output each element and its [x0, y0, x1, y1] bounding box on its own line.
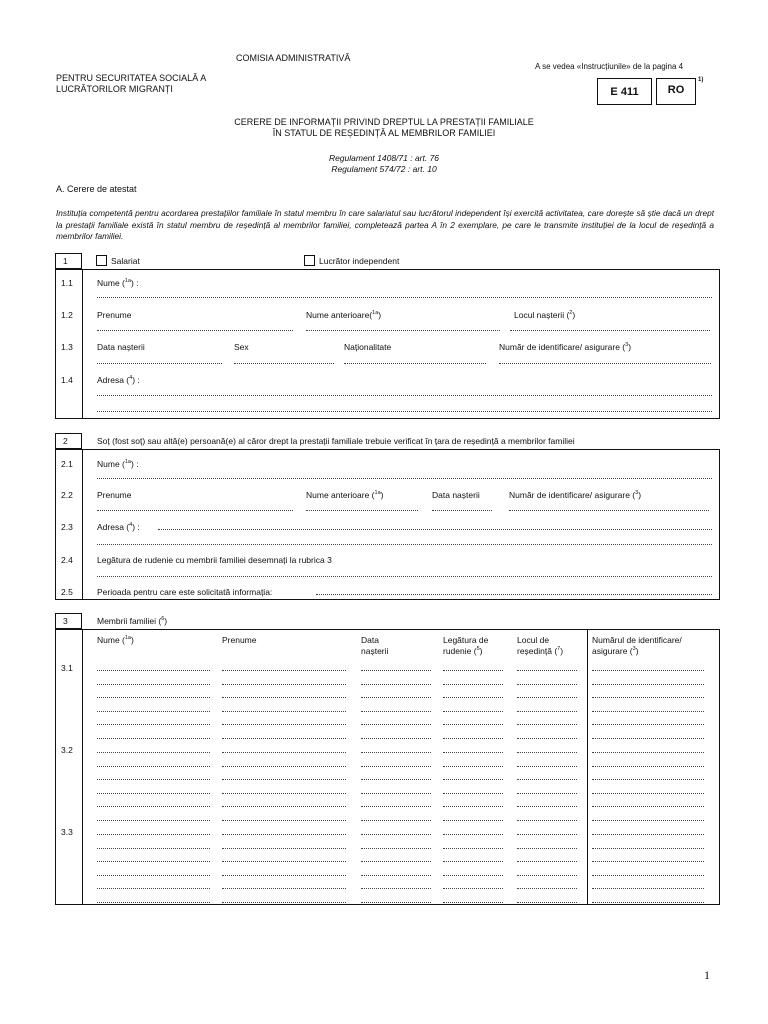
member-3-residence-field[interactable] — [517, 861, 577, 862]
row-1-2-num: 1.2 — [61, 310, 73, 320]
r22-birthdate-field[interactable] — [432, 510, 492, 511]
member-1-id-field[interactable] — [592, 697, 704, 698]
member-2-residence-field[interactable] — [517, 806, 577, 807]
r13-birthdate-field[interactable] — [97, 363, 222, 364]
member-1-firstname-field[interactable] — [222, 711, 346, 712]
r22-id-label: Număr de identificare/ asigurare ( — [509, 490, 636, 500]
col-residence-label-2: reședință ( — [517, 646, 558, 656]
member-2-firstname-field[interactable] — [222, 793, 346, 794]
member-1-relation-field[interactable] — [443, 724, 503, 725]
row-3-1-num: 3.1 — [61, 663, 73, 673]
r21-label: Nume ( — [97, 459, 125, 469]
col-residence-label-1: Locul de — [517, 635, 550, 645]
member-1-id-field[interactable] — [592, 724, 704, 725]
org-name-line2: PENTRU SECURITATEA SOCIALĂ A — [56, 73, 207, 83]
member-3-name-field[interactable] — [97, 861, 210, 862]
row-3-2-num: 3.2 — [61, 745, 73, 755]
r12-former-label: Nume anterioare( — [306, 310, 373, 320]
r22-former-label: Nume anterioare ( — [306, 490, 375, 500]
member-2-name-field[interactable] — [97, 752, 210, 753]
r25-label: Perioada pentru care este solicitată informația: — [97, 587, 273, 597]
member-3-birthdate-field[interactable] — [361, 848, 431, 849]
r13-sex-label: Sex — [234, 342, 249, 352]
org-name-line1: COMISIA ADMINISTRATIVĂ — [236, 53, 351, 63]
employee-checkbox[interactable] — [96, 255, 107, 266]
col-name-label: Nume ( — [97, 635, 125, 645]
member-2-residence-field[interactable] — [517, 793, 577, 794]
block2-divider — [82, 449, 83, 600]
row-2-4-num: 2.4 — [61, 555, 73, 565]
member-2-firstname-field[interactable] — [222, 766, 346, 767]
row-2-1-num: 2.1 — [61, 459, 73, 469]
row-1-4-num: 1.4 — [61, 375, 73, 385]
r12-birthplace-field[interactable] — [510, 330, 710, 331]
r21-field[interactable] — [97, 478, 712, 479]
member-2-name-field[interactable] — [97, 766, 210, 767]
block3-heading: Membrii familiei ( — [97, 616, 162, 626]
employee-label: Salariat — [111, 256, 140, 266]
org-name-line3: LUCRĂTORILOR MIGRANȚI — [56, 84, 173, 94]
block3-number: 3 — [63, 616, 68, 626]
col-firstname-label: Prenume — [222, 635, 257, 645]
member-2-name-field[interactable] — [97, 779, 210, 780]
member-2-id-field[interactable] — [592, 779, 704, 780]
member-1-firstname-field[interactable] — [222, 684, 346, 685]
member-1-id-field[interactable] — [592, 711, 704, 712]
r23-address-field-2[interactable] — [97, 544, 712, 545]
member-2-id-field[interactable] — [592, 752, 704, 753]
member-1-birthdate-field[interactable] — [361, 684, 431, 685]
col-birthdate-label-1: Data — [361, 635, 379, 645]
col-birthdate-label-2: nașterii — [361, 646, 389, 656]
block2-number-box — [55, 433, 82, 449]
member-3-residence-field[interactable] — [517, 888, 577, 889]
member-2-residence-field[interactable] — [517, 779, 577, 780]
r22-birthdate-label: Data nașterii — [432, 490, 480, 500]
member-3-id-field[interactable] — [592, 875, 704, 876]
member-2-firstname-field[interactable] — [222, 806, 346, 807]
block1-number: 1 — [63, 256, 68, 266]
member-3-birthdate-field[interactable] — [361, 834, 431, 835]
member-2-relation-field[interactable] — [443, 779, 503, 780]
block2-number: 2 — [63, 436, 68, 446]
member-2-relation-field[interactable] — [443, 793, 503, 794]
member-1-firstname-field[interactable] — [222, 738, 346, 739]
member-3-birthdate-field[interactable] — [361, 861, 431, 862]
block1-divider — [82, 269, 83, 419]
footnote-mark: 1) — [698, 77, 704, 83]
row-2-5-num: 2.5 — [61, 587, 73, 597]
member-3-relation-field[interactable] — [443, 888, 503, 889]
member-3-relation-field[interactable] — [443, 834, 503, 835]
r11-label: Nume ( — [97, 278, 125, 288]
member-1-birthdate-field[interactable] — [361, 711, 431, 712]
member-1-relation-field[interactable] — [443, 711, 503, 712]
r13-sex-field[interactable] — [234, 363, 334, 364]
member-2-birthdate-field[interactable] — [361, 820, 431, 821]
member-1-residence-field[interactable] — [517, 724, 577, 725]
self-employed-label: Lucrător independent — [319, 256, 400, 266]
member-2-firstname-field[interactable] — [222, 820, 346, 821]
col-id-label-2: asigurare ( — [592, 646, 633, 656]
member-3-id-field[interactable] — [592, 834, 704, 835]
r12-birthplace-label: Locul nașterii ( — [514, 310, 570, 320]
row-2-3-num: 2.3 — [61, 522, 73, 532]
member-1-id-field[interactable] — [592, 738, 704, 739]
form-code: E 411 — [610, 86, 639, 98]
r22-firstname-field[interactable] — [97, 510, 293, 511]
member-1-residence-field[interactable] — [517, 670, 577, 671]
instructions-note: A se vedea «Instrucțiunile» de la pagina 4 — [535, 62, 684, 71]
member-1-residence-field[interactable] — [517, 684, 577, 685]
member-3-name-field[interactable] — [97, 888, 210, 889]
section-a-heading: A. Cerere de atestat — [56, 184, 137, 194]
r13-id-label: Număr de identificare/ asigurare ( — [499, 342, 626, 352]
block2-heading: Soț (fost soț) sau altă(e) persoană(e) al căror drept la prestații familiale trebuie verificat în țara de reședință a membrilor familiei — [97, 436, 575, 446]
member-1-residence-field[interactable] — [517, 711, 577, 712]
member-2-id-field[interactable] — [592, 766, 704, 767]
r13-nationality-label: Naționalitate — [344, 342, 392, 352]
member-3-name-field[interactable] — [97, 834, 210, 835]
row-3-3-num: 3.3 — [61, 827, 73, 837]
block3-id-divider — [587, 629, 588, 905]
member-1-name-field[interactable] — [97, 697, 210, 698]
member-1-relation-field[interactable] — [443, 670, 503, 671]
member-2-id-field[interactable] — [592, 820, 704, 821]
member-1-name-field[interactable] — [97, 670, 210, 671]
member-3-residence-field[interactable] — [517, 848, 577, 849]
member-3-firstname-field[interactable] — [222, 848, 346, 849]
r11-field[interactable] — [97, 297, 712, 298]
member-2-residence-field[interactable] — [517, 752, 577, 753]
member-2-birthdate-field[interactable] — [361, 766, 431, 767]
member-2-firstname-field[interactable] — [222, 752, 346, 753]
r22-firstname-label: Prenume — [97, 490, 132, 500]
row-1-3-num: 1.3 — [61, 342, 73, 352]
member-2-birthdate-field[interactable] — [361, 793, 431, 794]
r14-address-label: Adresa ( — [97, 375, 130, 385]
member-3-name-field[interactable] — [97, 902, 210, 903]
member-3-residence-field[interactable] — [517, 834, 577, 835]
r24-label: Legătura de rudenie cu membrii familiei desemnați la rubrica 3 — [97, 555, 332, 565]
r14-address-field-1[interactable] — [97, 395, 712, 396]
member-1-name-field[interactable] — [97, 711, 210, 712]
option-employee[interactable] — [96, 255, 140, 266]
member-3-relation-field[interactable] — [443, 902, 503, 903]
member-1-firstname-field[interactable] — [222, 670, 346, 671]
block1-number-box — [55, 253, 82, 269]
row-1-1-num: 1.1 — [61, 278, 73, 288]
r23-address-label: Adresa ( — [97, 522, 130, 532]
member-2-relation-field[interactable] — [443, 766, 503, 767]
member-1-relation-field[interactable] — [443, 684, 503, 685]
member-1-name-field[interactable] — [97, 724, 210, 725]
col-relation-label-1: Legătura de — [443, 635, 489, 645]
option-self-employed[interactable] — [304, 255, 399, 266]
member-3-birthdate-field[interactable] — [361, 875, 431, 876]
self-employed-checkbox[interactable] — [304, 255, 315, 266]
member-3-id-field[interactable] — [592, 848, 704, 849]
member-2-relation-field[interactable] — [443, 752, 503, 753]
r23-address-field-1[interactable] — [158, 529, 712, 530]
member-1-residence-field[interactable] — [517, 738, 577, 739]
page-number: 1 — [704, 968, 710, 982]
member-1-id-field[interactable] — [592, 670, 704, 671]
block3-number-box — [55, 613, 82, 629]
member-3-name-field[interactable] — [97, 875, 210, 876]
member-1-name-field[interactable] — [97, 738, 210, 739]
member-1-relation-field[interactable] — [443, 697, 503, 698]
r12-former-field[interactable] — [306, 330, 500, 331]
member-1-birthdate-field[interactable] — [361, 697, 431, 698]
member-2-relation-field[interactable] — [443, 820, 503, 821]
col-id-label-1: Numărul de identificare/ — [592, 635, 682, 645]
r22-former-field[interactable] — [306, 510, 418, 511]
member-1-firstname-field[interactable] — [222, 697, 346, 698]
member-3-id-field[interactable] — [592, 861, 704, 862]
member-2-birthdate-field[interactable] — [361, 806, 431, 807]
member-3-relation-field[interactable] — [443, 848, 503, 849]
member-1-birthdate-field[interactable] — [361, 724, 431, 725]
member-2-birthdate-field[interactable] — [361, 779, 431, 780]
member-2-relation-field[interactable] — [443, 806, 503, 807]
member-3-relation-field[interactable] — [443, 861, 503, 862]
col-relation-label-2: rudenie ( — [443, 646, 477, 656]
member-3-firstname-field[interactable] — [222, 875, 346, 876]
member-1-id-field[interactable] — [592, 684, 704, 685]
member-2-name-field[interactable] — [97, 820, 210, 821]
country-code-box — [656, 78, 696, 105]
member-1-birthdate-field[interactable] — [361, 670, 431, 671]
member-2-residence-field[interactable] — [517, 766, 577, 767]
member-2-firstname-field[interactable] — [222, 779, 346, 780]
member-3-relation-field[interactable] — [443, 875, 503, 876]
member-3-id-field[interactable] — [592, 902, 704, 903]
member-3-birthdate-field[interactable] — [361, 888, 431, 889]
member-3-firstname-field[interactable] — [222, 861, 346, 862]
r13-id-field[interactable] — [499, 363, 711, 364]
form-code-box — [597, 78, 652, 105]
member-1-firstname-field[interactable] — [222, 724, 346, 725]
member-2-name-field[interactable] — [97, 806, 210, 807]
member-3-firstname-field[interactable] — [222, 888, 346, 889]
member-2-residence-field[interactable] — [517, 820, 577, 821]
form-title-line2: ÎN STATUL DE REȘEDINȚĂ AL MEMBRILOR FAMILIEI — [272, 128, 496, 138]
form-title-line1: CERERE DE INFORMAȚII PRIVIND DREPTUL LA PRESTAȚII FAMILIALE — [234, 117, 534, 127]
block3-divider — [82, 629, 83, 905]
member-3-name-field[interactable] — [97, 848, 210, 849]
country-code: RO — [667, 84, 685, 96]
member-3-residence-field[interactable] — [517, 875, 577, 876]
r13-birthdate-label: Data nașterii — [97, 342, 145, 352]
member-1-name-field[interactable] — [97, 684, 210, 685]
block2-frame — [55, 449, 720, 600]
member-3-firstname-field[interactable] — [222, 834, 346, 835]
r22-id-field[interactable] — [509, 510, 709, 511]
member-3-id-field[interactable] — [592, 888, 704, 889]
r14-address-field-2[interactable] — [97, 411, 712, 412]
r12-firstname-label: Prenume — [97, 310, 132, 320]
member-2-name-field[interactable] — [97, 793, 210, 794]
r13-nationality-field[interactable] — [344, 363, 486, 364]
member-1-birthdate-field[interactable] — [361, 738, 431, 739]
r12-firstname-field[interactable] — [97, 330, 293, 331]
member-1-residence-field[interactable] — [517, 697, 577, 698]
r24-field[interactable] — [97, 576, 712, 577]
member-2-id-field[interactable] — [592, 806, 704, 807]
member-2-id-field[interactable] — [592, 793, 704, 794]
member-2-birthdate-field[interactable] — [361, 752, 431, 753]
row-2-2-num: 2.2 — [61, 490, 73, 500]
section-a-intro: Instituția competentă pentru acordarea prestațiilor familiale în statul membru în care salariatul sau lucrătorul independent își exercită activitatea, care dorește să știe dacă un drept la prestații familiale există în statul membru de reședință al membrilor familiei, completează partea A în 2 exemplare, pe care le transmite instituției de la locul de reședință a membrilor familiei. — [56, 208, 714, 241]
member-3-firstname-field[interactable] — [222, 902, 346, 903]
r25-field[interactable] — [316, 594, 712, 595]
member-1-relation-field[interactable] — [443, 738, 503, 739]
member-3-birthdate-field[interactable] — [361, 902, 431, 903]
regulation-1: Regulament 1408/71 : art. 76 — [328, 153, 440, 163]
regulation-2: Regulament 574/72 : art. 10 — [331, 164, 437, 174]
member-3-residence-field[interactable] — [517, 902, 577, 903]
